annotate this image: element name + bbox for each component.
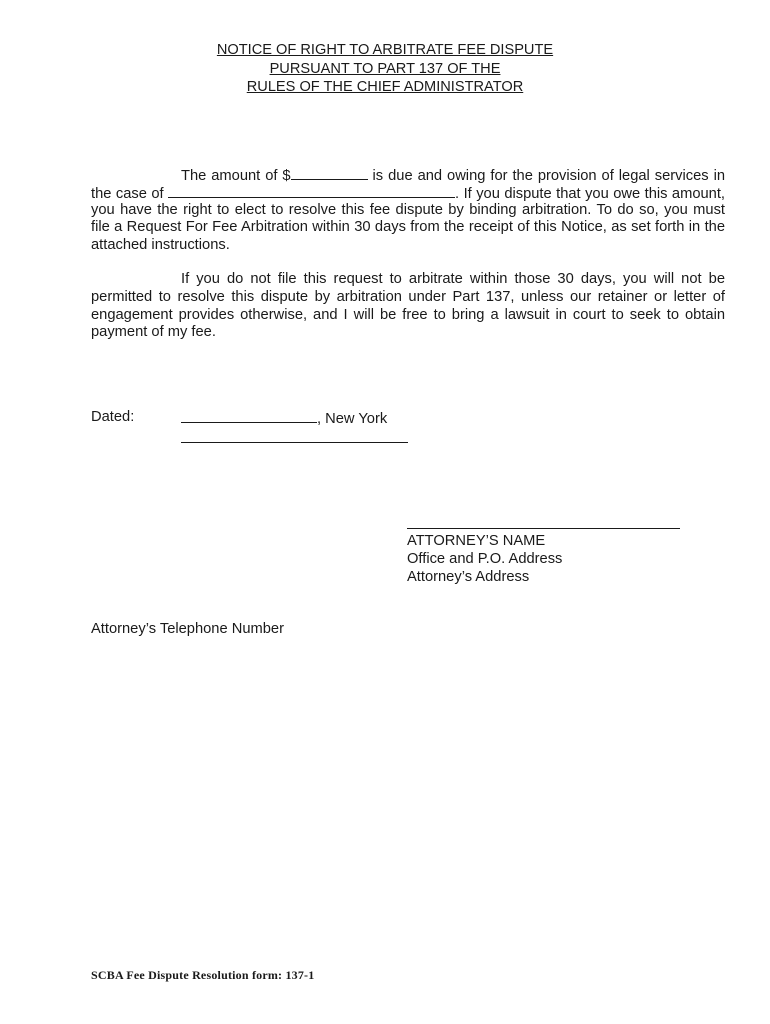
paragraph2-line-4: payment of my fee. [91,324,216,341]
paragraph1-line-5: attached instructions. [91,237,230,254]
paragraph2-line-3: engagement provides otherwise, and I will be free to bring a lawsuit in court to seek to obtain [91,306,725,323]
dated-location: , New York [317,411,388,427]
paragraph1-line-1 [91,166,725,184]
amount-blank[interactable] [291,166,368,180]
date-blank[interactable] [181,409,317,423]
amount-suffix: is due and owing for the provision of legal services in [367,168,726,184]
dated-field [181,409,387,427]
paragraph2-line-2: permitted to resolve this dispute by arbitration under Part 137, unless our retainer or letter of [91,288,725,305]
attorney-telephone-label: Attorney’s Telephone Number [91,621,284,637]
title-line-1: NOTICE OF RIGHT TO ARBITRATE FEE DISPUTE [216,42,554,58]
paragraph1-line-2 [91,184,725,202]
amount-prefix: The amount of $ [181,168,291,184]
paragraph2-line-1: If you do not file this request to arbitrate within those 30 days, you will not be [181,271,725,287]
case-name-blank[interactable] [168,184,455,198]
form-footer: SCBA Fee Dispute Resolution form: 137-1 [91,968,315,982]
title-line-3: RULES OF THE CHIEF ADMINISTRATOR [246,79,524,95]
paragraph-filing-deadline [91,271,725,342]
dated-label: Dated: [91,409,135,425]
second-date-line[interactable] [181,442,408,443]
paragraph1-line-3: you have the right to elect to resolve this fee dispute by binding arbitration. To do so, you must [91,201,725,218]
attorney-name: ATTORNEY’S NAME [407,533,546,549]
paragraph-amount-due [91,166,725,255]
office-address-label: Office and P.O. Address [407,550,563,567]
attorney-address: Attorney’s Address [407,568,530,585]
signature-block [407,533,562,586]
title-line-2: PURSUANT TO PART 137 OF THE [269,60,501,77]
paragraph1-line-4: file a Request For Fee Arbitration within 30 days from the receipt of this Notice, as set forth in the [91,219,725,236]
case-prefix: the case of [91,185,169,202]
case-suffix: . If you dispute that you owe this amount, [455,185,725,202]
signature-line[interactable] [407,528,680,529]
document-title [0,41,770,97]
